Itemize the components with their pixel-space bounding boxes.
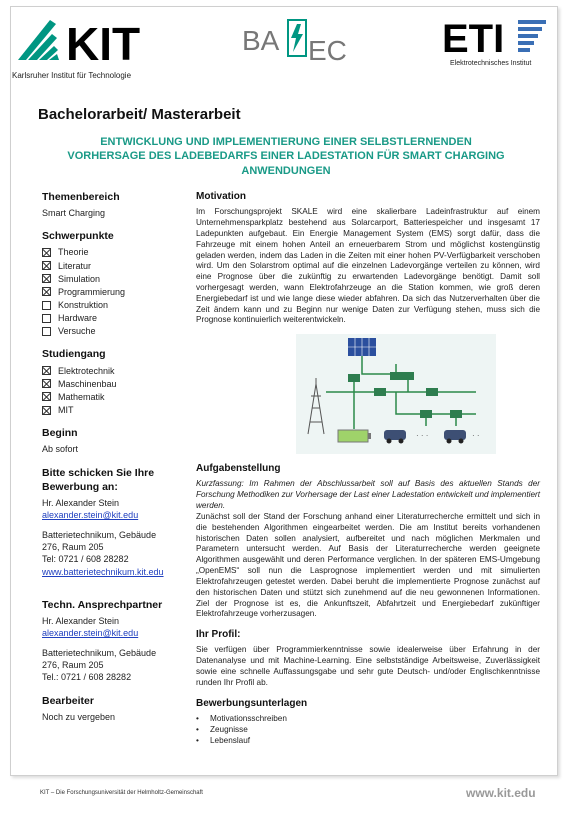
bearbeiter-heading: Bearbeiter [42, 694, 94, 707]
bewerbung-heading-line: Bewerbung an: [42, 480, 118, 493]
beginn-value: Ab sofort [42, 444, 79, 455]
bewerbung-heading [42, 466, 192, 494]
document-type-heading: Bachelorarbeit/ Masterarbeit [38, 106, 241, 123]
footer-website: www.kit.edu [466, 786, 536, 800]
title-line: ANWENDUNGEN [241, 164, 331, 177]
checkbox-item [42, 286, 192, 298]
checkbox-item [42, 246, 192, 258]
checkbox-checked [42, 392, 51, 401]
checkbox-label: Maschinenbau [58, 378, 117, 389]
checkbox-item [42, 391, 192, 403]
themenbereich-heading: Themenbereich [42, 191, 120, 203]
checkbox-label: Versuche [58, 326, 96, 337]
bewerbung-heading-line: Bitte schicken Sie Ihre [42, 466, 155, 479]
beginn-heading: Beginn [42, 427, 78, 440]
checkbox-checked [42, 287, 51, 296]
charging-station-diagram [296, 334, 496, 454]
svg-text:· ·: · · [472, 431, 480, 441]
checkbox-label: Simulation [58, 273, 101, 284]
checkbox-checked [42, 248, 51, 257]
contact-email-link[interactable]: alexander.stein@kit.edu [42, 628, 139, 639]
eti-logo-text: ETI [442, 17, 505, 58]
title-line: ENTWICKLUNG UND IMPLEMENTIERUNG EINER SELBSTLERNENDEN [100, 136, 472, 148]
checkbox-label: MIT [58, 405, 74, 416]
profil-text: Sie verfügen über Programmierkenntnisse sowie idealerweise über Erfahrung in der Datenanalyse und mit Machine-Learning. Eine selbstständige Arbeitsweise, Zuverlässigkeit sowie eine schnelle Auffassungsgabe und sehr gute Deutsch- und/oder Englischkenntnisse runden Ihr Profil ab. [196, 645, 540, 687]
checkbox-item [42, 404, 192, 416]
list-item: • Motivationsschreiben [196, 714, 540, 725]
checkbox-item [42, 273, 192, 285]
checkbox-label: Literatur [58, 260, 92, 271]
checkbox-label: Hardware [58, 313, 98, 324]
kit-logo [10, 8, 160, 78]
contact-phone: Tel: 0721 / 608 28282 [42, 554, 129, 565]
contact-name: Hr. Alexander Stein [42, 615, 120, 626]
contact-address: Batterietechnikum, Gebäude [42, 648, 157, 659]
contact-email-link[interactable]: alexander.stein@kit.edu [42, 510, 139, 520]
eti-logo [440, 16, 550, 58]
main-column [196, 190, 540, 746]
checkbox-checked [42, 406, 51, 415]
contact-phone: Tel.: 0721 / 608 28282 [42, 672, 132, 683]
checkbox-item [42, 299, 192, 311]
battery-icon [338, 430, 371, 442]
svg-text:· · ·: · · · [416, 431, 429, 441]
list-item: • Lebenslauf [196, 736, 540, 747]
kurzfassung-text: Kurzfassung: Im Rahmen der Abschlussarbeit soll auf Basis des aktuellen Stands der Forschung Methodiken zur Vorhersage der Last einer Ladestation entwickelt und implementiert werden. [196, 479, 540, 511]
checkbox-unchecked [42, 327, 51, 336]
checkbox-label: Theorie [58, 247, 89, 258]
checkbox-checked [42, 261, 51, 270]
contact-address: 276, Raum 205 [42, 542, 104, 553]
checkbox-item [42, 260, 192, 272]
checkbox-item [42, 312, 192, 324]
batec-logo-text-2: EC [308, 35, 347, 66]
checkbox-checked [42, 366, 51, 375]
contact-address: Batterietechnikum, Gebäude [42, 530, 157, 541]
sidebar-column [42, 190, 192, 733]
kit-logo-text: KIT [66, 18, 141, 70]
bewerbungsunterlagen-list [196, 714, 540, 746]
batec-logo [238, 16, 368, 72]
contact-address: 276, Raum 205 [42, 660, 104, 671]
checkbox-label: Mathematik [58, 391, 105, 402]
checkbox-checked [42, 274, 51, 283]
checkbox-unchecked [42, 314, 51, 323]
checkbox-unchecked [42, 301, 51, 310]
website-link[interactable]: www.batterietechnikum.kit.edu [42, 566, 164, 577]
checkbox-label: Programmierung [58, 286, 126, 297]
checkbox-item [42, 325, 192, 337]
checkbox-label: Konstruktion [58, 300, 109, 311]
thesis-title [40, 135, 532, 178]
contact-name: Hr. Alexander Stein [42, 497, 120, 508]
kit-subtitle: Karlsruher Institut für Technologie [12, 71, 132, 80]
batec-logo-text-1: BA [242, 25, 280, 56]
checkbox-item [42, 365, 192, 377]
aufgabenstellung-heading: Aufgabenstellung [196, 463, 281, 475]
list-item: • Zeugnisse [196, 725, 540, 736]
schwerpunkte-heading: Schwerpunkte [42, 230, 114, 243]
aufgabenstellung-text: Zunächst soll der Stand der Forschung anhand einer Literaturrecherche ermittelt und sich in die bestehenden Algorithmen eingearbeitet werden. Die am Institut bereits vorhandenen historischen Daten sollen analysiert, aufbereitet und nach möglichen Merkmalen und Parametern untersucht werden. Auf Basis der Literaturrecherche werden geeignete Algorithmen ausgewählt und deren Performance verglichen. In der späteren EMS-Umgebung „OpenEMS“ soll nun die Lasprognose implementiert werden und mit simulierten Elektrofahrzeugen getestet werden. Dabei beruht die implementierte Prognose zunächst auf den historischen Daten und stützt sich zunehmend auf die neu gewonnenen Informationen. Ziel der Prognose ist es, die Ankunftszeit, Abfahrtzeit und Energiebedarf zukünftiger Elektrofahrzeuge vorherzusagen. [196, 511, 540, 619]
eti-subtitle: Elektrotechnisches Institut [450, 60, 532, 67]
bewerbungsunterlagen-heading: Bewerbungsunterlagen [196, 697, 308, 709]
footer-institution: KIT – Die Forschungsuniversität der Helmholtz-Gemeinschaft [40, 790, 203, 796]
checkbox-label: Elektrotechnik [58, 365, 115, 376]
bearbeiter-value: Noch zu vergeben [42, 711, 116, 722]
techn-ansprechpartner-heading: Techn. Ansprechpartner [42, 598, 163, 611]
themenbereich-value: Smart Charging [42, 208, 106, 219]
checkbox-checked [42, 379, 51, 388]
checkbox-item [42, 378, 192, 390]
motivation-text: Im Forschungsprojekt SKALE wird eine skalierbare Ladeinfrastruktur auf einem Unternehmensparkplatz bestehend aus Solarcarport, Batteriespeicher und insgesamt 17 Ladepunkten aufgebaut. Ein Energie Management System (EMS) sorgt dafür, dass die Fahrzeuge mit einem hohen Anteil an erneuerbarem Strom und möglichst kostengünstig geladen werden, indem das Laden in die Zeiten mit einer hohen PV-Verfügbarkeit verschoben wird. Um den Solarstrom optimal auf die einzelnen Ladevorgänge verteilen zu können, wird eine Prognose über die zukünftig zu erwartenden Ladevorgänge benötigt. Damit soll vorhergesagt werden, wann Elektrofahrzeuge an die Station kommen, wie groß deren Energiebedarf ist und wie lange diese wieder abfahren. Da sich das Nutzerverhalten über die Zeit ändern kann und zu Beginn nur wenige Daten zur Verfügung stehen, muss sich die Prognose kontinuierlich weiterentwickeln. [196, 207, 540, 325]
profil-heading: Ihr Profil: [196, 629, 241, 641]
studiengang-heading: Studiengang [42, 348, 106, 361]
title-line: VORHERSAGE DES LADEBEDARFS EINER LADESTATION FÜR SMART CHARGING [67, 150, 505, 163]
motivation-heading: Motivation [196, 191, 246, 202]
